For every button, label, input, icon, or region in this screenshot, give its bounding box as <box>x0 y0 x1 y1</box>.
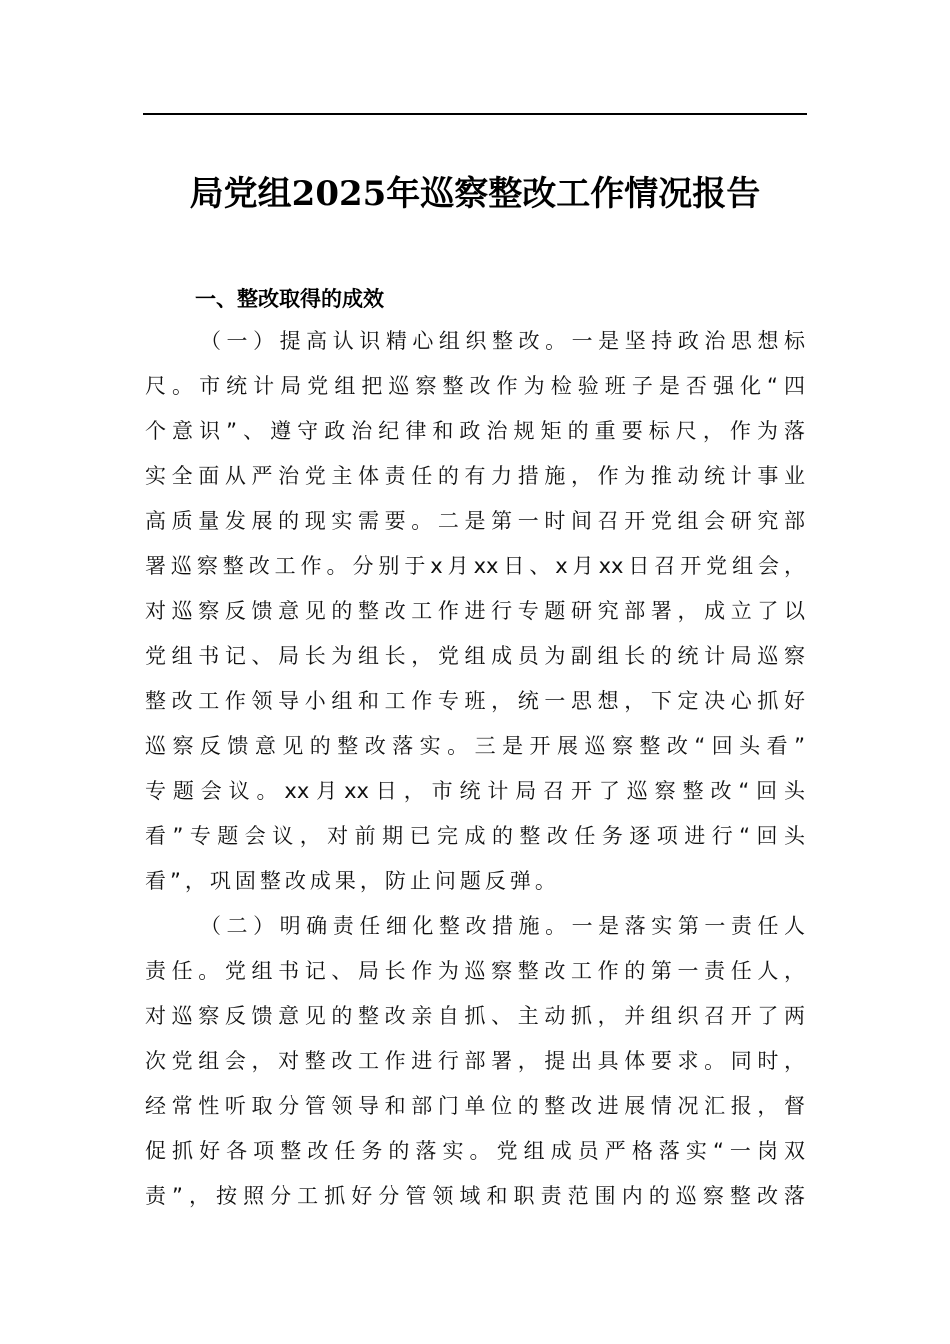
paragraph-line: 对巡察反馈意见的整改工作进行专题研究部署，成立了以 <box>145 599 805 623</box>
section-heading: 一、整改取得的成效 <box>195 287 384 311</box>
paragraph-line: 巡察反馈意见的整改落实。三是开展巡察整改“回头看” <box>145 734 805 758</box>
paragraph-line: 党组书记、局长为组长，党组成员为副组长的统计局巡察 <box>145 644 805 668</box>
paragraph-line: 对巡察反馈意见的整改亲自抓、主动抓，并组织召开了两 <box>145 1004 805 1028</box>
document-title: 局党组2025年巡察整改工作情况报告 <box>189 174 761 214</box>
paragraph-line: 尺。市统计局党组把巡察整改作为检验班子是否强化“四 <box>145 374 805 398</box>
paragraph-line: 实全面从严治党主体责任的有力措施，作为推动统计事业 <box>145 464 805 488</box>
paragraph-line: 署巡察整改工作。分别于x月xx日、x月xx日召开党组会， <box>145 554 805 578</box>
paragraph-line: 整改工作领导小组和工作专班，统一思想，下定决心抓好 <box>145 689 805 713</box>
paragraph-line: 看”，巩固整改成果，防止问题反弹。 <box>145 869 560 893</box>
paragraph-line: 专题会议。xx月xx日，市统计局召开了巡察整改“回头 <box>145 779 805 803</box>
paragraph-line: 促抓好各项整改任务的落实。党组成员严格落实“一岗双 <box>145 1139 805 1163</box>
header-rule-divider <box>143 113 807 115</box>
paragraph-line: 责”，按照分工抓好分管领域和职责范围内的巡察整改落 <box>145 1184 805 1208</box>
paragraph-line: （二）明确责任细化整改措施。一是落实第一责任人 <box>200 914 805 938</box>
paragraph-line: 次党组会，对整改工作进行部署，提出具体要求。同时， <box>145 1049 805 1073</box>
paragraph-line: 高质量发展的现实需要。二是第一时间召开党组会研究部 <box>145 509 805 533</box>
paragraph-line: 个意识”、遵守政治纪律和政治规矩的重要标尺，作为落 <box>145 419 805 443</box>
paragraph-line: （一）提高认识精心组织整改。一是坚持政治思想标 <box>200 329 805 353</box>
paragraph-line: 责任。党组书记、局长作为巡察整改工作的第一责任人， <box>145 959 805 983</box>
paragraph-line: 看”专题会议，对前期已完成的整改任务逐项进行“回头 <box>145 824 805 848</box>
paragraph-line: 经常性听取分管领导和部门单位的整改进展情况汇报，督 <box>145 1094 805 1118</box>
